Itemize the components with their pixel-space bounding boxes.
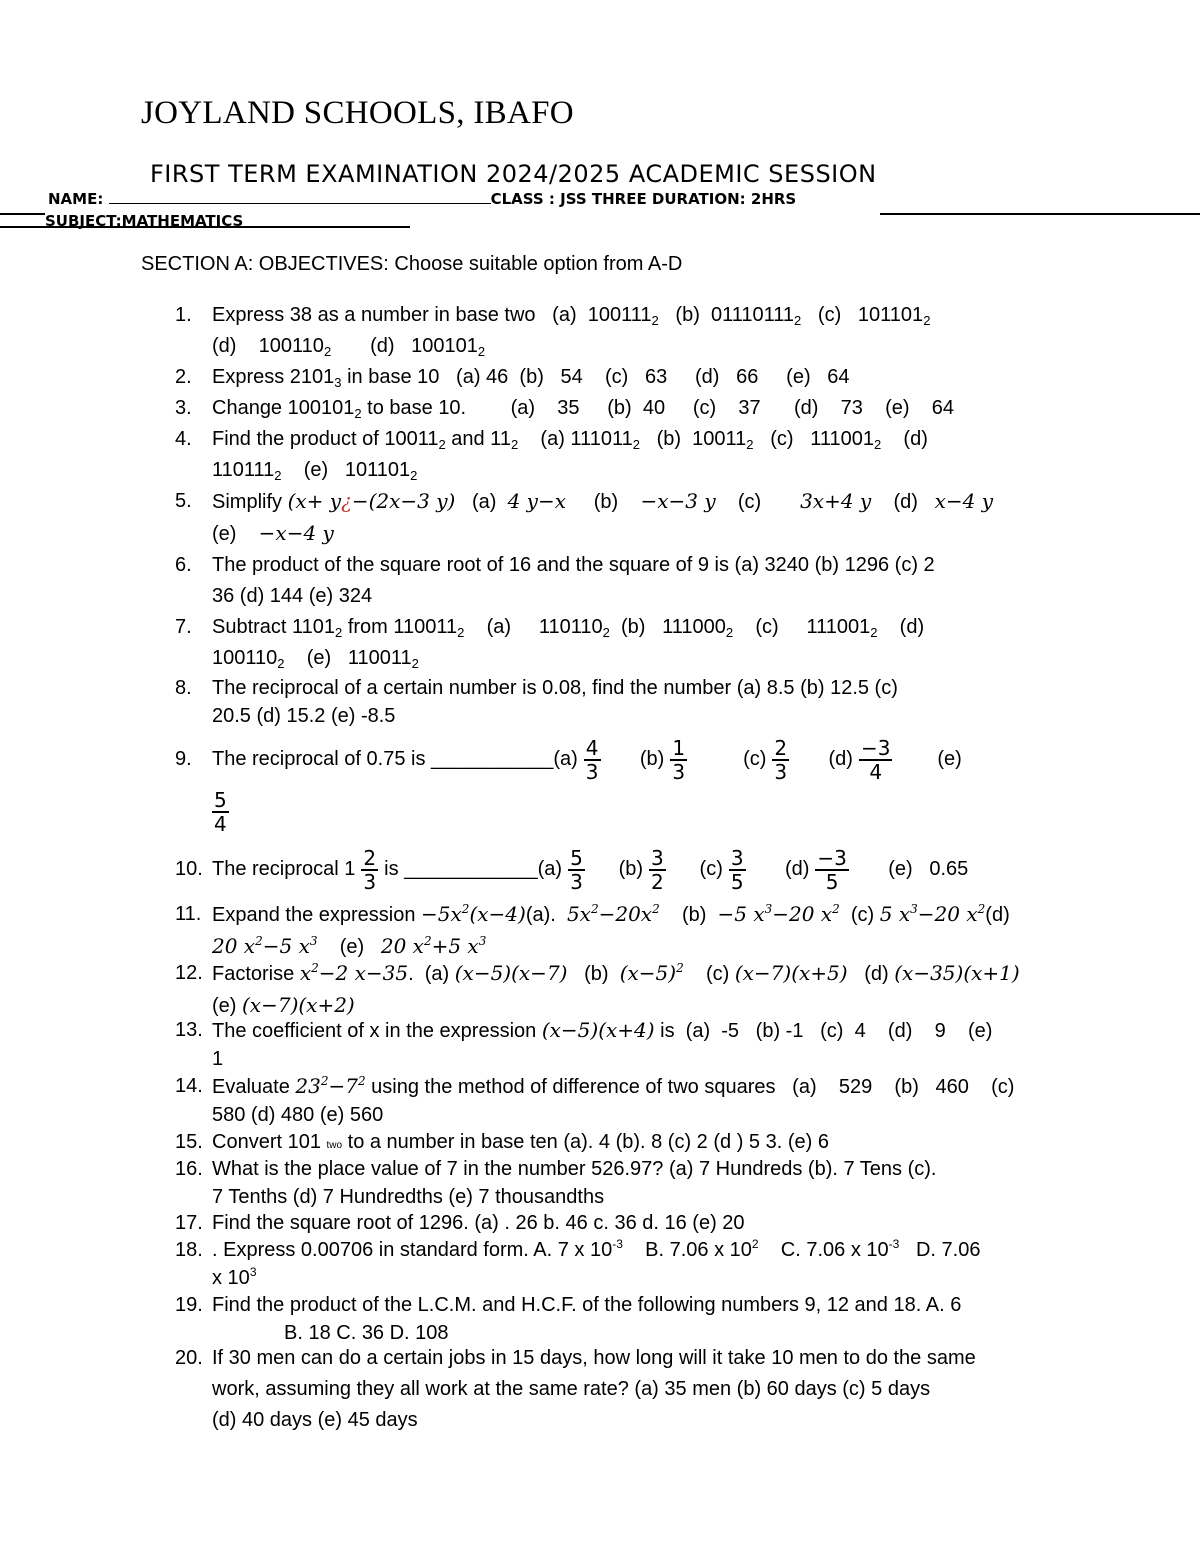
name-label: NAME: xyxy=(48,190,104,208)
header-rule-left xyxy=(0,226,410,228)
subject-label: SUBJECT:MATHEMATICS xyxy=(45,212,244,230)
header-rule-right xyxy=(880,213,1200,215)
name-field xyxy=(109,191,491,204)
student-info-line xyxy=(48,190,796,208)
class-duration: CLASS : JSS THREE DURATION: 2HRS xyxy=(490,190,797,208)
exam-title: FIRST TERM EXAMINATION 2024/2025 ACADEMIC SESSION xyxy=(150,160,877,188)
section-heading: SECTION A: OBJECTIVES: Choose suitable option from A-D xyxy=(141,253,683,275)
school-name: JOYLAND SCHOOLS, IBAFO xyxy=(141,95,574,131)
header-rule-edge xyxy=(0,213,45,215)
